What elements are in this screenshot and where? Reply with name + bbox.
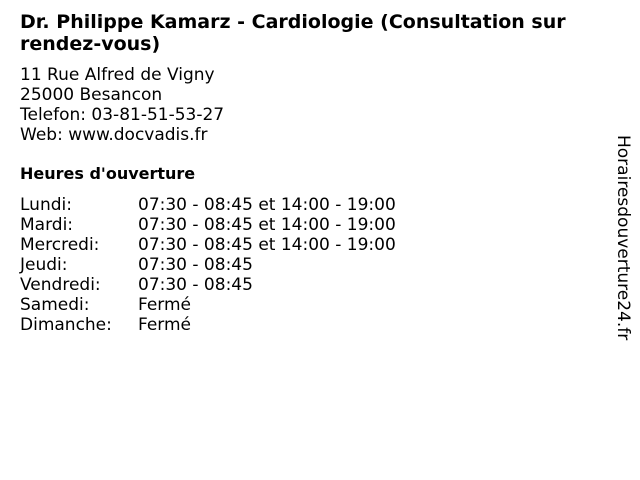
day-label: Mardi: [20, 215, 74, 235]
day-label: Mercredi: [20, 235, 100, 255]
hours-row-vendredi [20, 275, 396, 295]
hours-row-samedi [20, 295, 396, 315]
day-hours: 07:30 - 08:45 [138, 255, 253, 275]
phone-number: Telefon: 03-81-51-53-27 [20, 105, 225, 125]
day-hours: Fermé [138, 315, 192, 335]
day-label: Vendredi: [20, 275, 101, 295]
hours-row-mercredi [20, 235, 396, 255]
address-block [20, 65, 224, 145]
hours-heading: Heures d'ouverture [20, 164, 196, 183]
day-label: Lundi: [20, 195, 72, 215]
day-hours: 07:30 - 08:45 et 14:00 - 19:00 [138, 195, 396, 215]
hours-row-jeudi [20, 255, 396, 275]
street-address: 11 Rue Alfred de Vigny [20, 65, 215, 85]
hours-table [20, 195, 396, 335]
hours-row-dimanche [20, 315, 396, 335]
site-watermark: Horairesdouverture24.fr [613, 135, 633, 341]
website: Web: www.docvadis.fr [20, 125, 208, 145]
day-hours: 07:30 - 08:45 et 14:00 - 19:00 [138, 235, 396, 255]
postal-city: 25000 Besancon [20, 85, 163, 105]
day-label: Samedi: [20, 295, 90, 315]
day-label: Jeudi: [20, 255, 68, 275]
hours-row-lundi [20, 195, 396, 215]
day-label: Dimanche: [20, 315, 112, 335]
hours-row-mardi [20, 215, 396, 235]
day-hours: 07:30 - 08:45 [138, 275, 253, 295]
day-hours: Fermé [138, 295, 192, 315]
business-title: Dr. Philippe Kamarz - Cardiologie (Consultation sur rendez-vous) [20, 11, 566, 55]
day-hours: 07:30 - 08:45 et 14:00 - 19:00 [138, 215, 396, 235]
